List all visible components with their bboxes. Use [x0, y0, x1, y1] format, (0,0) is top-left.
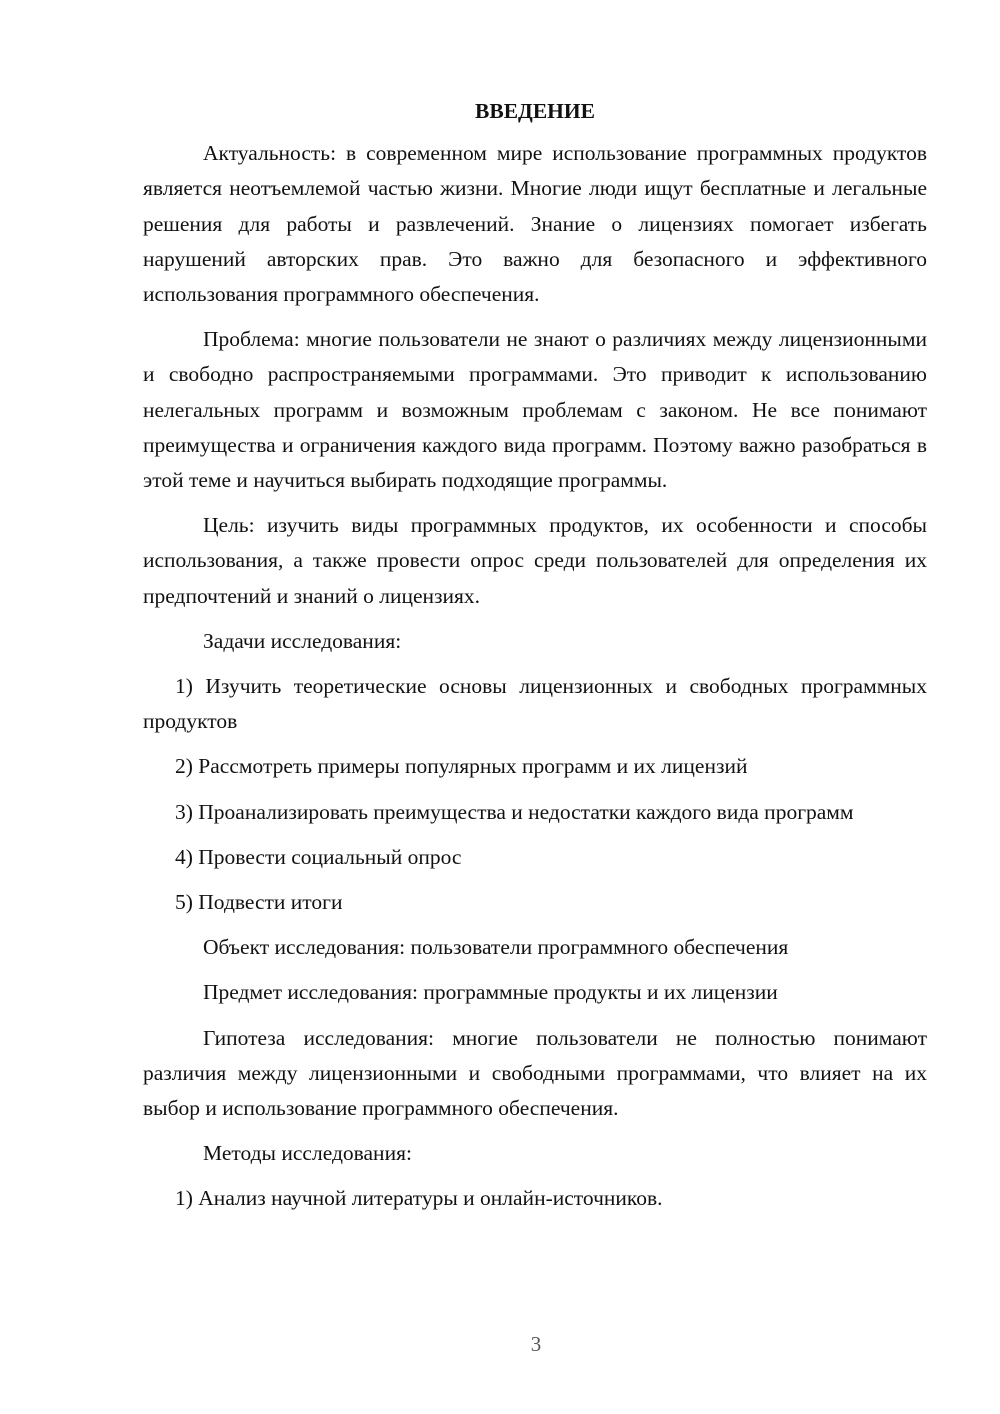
task-item-5: 5) Подвести итоги	[175, 890, 343, 915]
page-number: 3	[530, 1332, 542, 1356]
goal-paragraph: Цель: изучить виды программных продуктов, их особенности и способы использования, а также провести опрос среди пользователей для определения их предпочтений и знаний о лицензиях.	[143, 513, 927, 608]
task-item-2: 2) Рассмотреть примеры популярных программ и их лицензий	[175, 754, 748, 779]
relevance-paragraph: Актуальность: в современном мире использование программных продуктов является неотъемлемой частью жизни. Многие люди ищут бесплатные и легальные решения для работы и развлечений. Знание о лицензиях помогает избегать нарушений авторских прав. Это важно для безопасного и эффективного использования программного обеспечения.	[143, 141, 927, 307]
problem-paragraph: Проблема: многие пользователи не знают о различиях между лицензионными и свободно распространяемыми программами. Это приводит к использованию нелегальных программ и возможным проблемам с законом. Не все понимают преимущества и ограничения каждого вида программ. Поэтому важно разобраться в этой теме и научиться выбирать подходящие программы.	[143, 327, 927, 493]
subject-paragraph: Предмет исследования: программные продукты и их лицензии	[203, 980, 778, 1005]
object-paragraph: Объект исследования: пользователи программного обеспечения	[203, 935, 789, 960]
method-item-1: 1) Анализ научной литературы и онлайн-источников.	[175, 1186, 663, 1211]
task-item-3: 3) Проанализировать преимущества и недостатки каждого вида программ	[175, 799, 854, 824]
hypothesis-paragraph: Гипотеза исследования: многие пользователи не полностью понимают различия между лицензионными и свободными программами, что влияет на их выбор и использование программного обеспечения.	[143, 1025, 927, 1121]
section-title: ВВЕДЕНИЕ	[475, 99, 595, 123]
tasks-heading: Задачи исследования:	[203, 628, 402, 653]
methods-heading: Методы исследования:	[203, 1141, 412, 1166]
task-item-4: 4) Провести социальный опрос	[175, 844, 462, 869]
document-body	[143, 94, 927, 1227]
task-item-1: 1) Изучить теоретические основы лицензионных и свободных программных продуктов	[143, 674, 927, 734]
